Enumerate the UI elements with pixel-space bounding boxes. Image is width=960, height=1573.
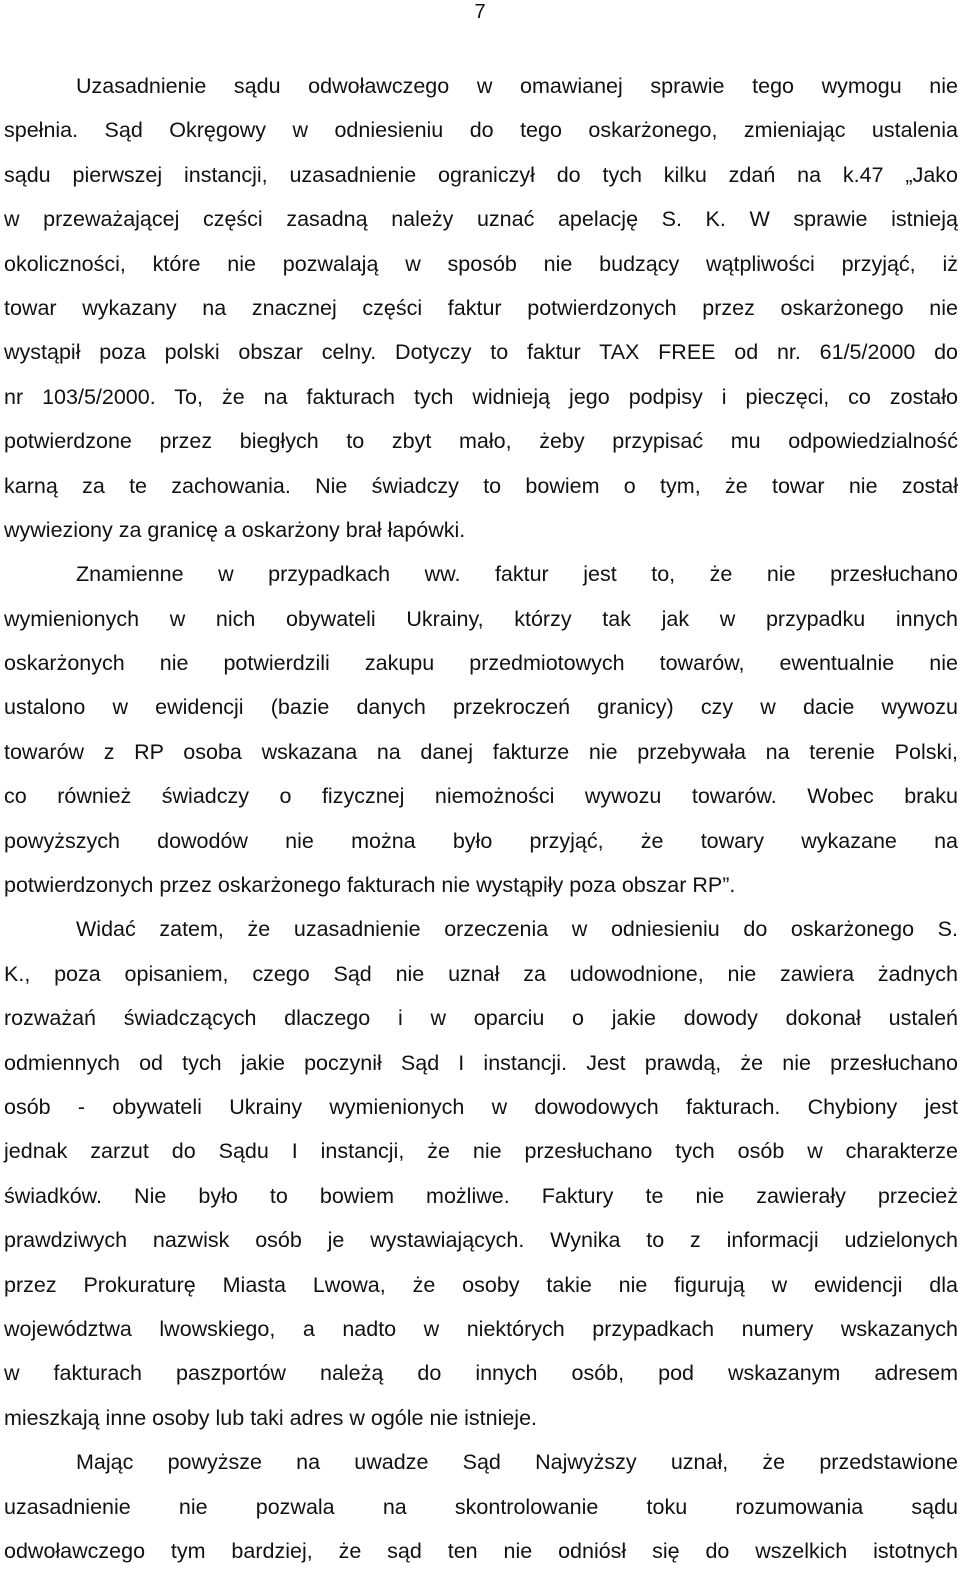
text-line: Znamienne w przypadkach ww. faktur jest to, że nie przesłuchano [76, 562, 958, 587]
text-line: mieszkają inne osoby lub taki adres w ogóle nie istnieje. [4, 1405, 538, 1430]
text-line: wywieziony za granicę a oskarżony brał łapówki. [4, 517, 466, 542]
text-line: osób - obywateli Ukrainy wymienionych w dowodowych fakturach. Chybiony jest [4, 1094, 958, 1119]
text-line: potwierdzone przez biegłych to zbyt mało, żeby przypisać mu odpowiedzialność [4, 429, 958, 454]
page-number: 7 [474, 1, 486, 23]
text-line: wystąpił poza polski obszar celny. Dotyczy to faktur TAX FREE od nr. 61/5/2000 do [4, 340, 958, 365]
text-line: co również świadczy o fizycznej niemożności wywozu towarów. Wobec braku [4, 784, 958, 809]
text-line: towar wykazany na znacznej części faktur potwierdzonych przez oskarżonego nie [4, 295, 958, 320]
text-line: oskarżonych nie potwierdzili zakupu przedmiotowych towarów, ewentualnie nie [4, 651, 958, 676]
text-line: Widać zatem, że uzasadnienie orzeczenia w odniesieniu do oskarżonego S. [76, 917, 958, 942]
text-line: jednak zarzut do Sądu I instancji, że nie przesłuchano tych osób w charakterze [4, 1139, 958, 1164]
text-line: Uzasadnienie sądu odwoławczego w omawianej sprawie tego wymogu nie [76, 74, 958, 98]
text-line: w przeważającej części zasadną należy uznać apelację S. K. W sprawie istnieją [4, 207, 958, 232]
text-line: nr 103/5/2000. To, że na fakturach tych widnieją jego podpisy i pieczęci, co zostało [4, 384, 958, 409]
text-line: karną za te zachowania. Nie świadczy to bowiem o tym, że towar nie został [4, 473, 958, 498]
text-line: przez Prokuraturę Miasta Lwowa, że osoby takie nie figurują w ewidencji dla [4, 1272, 958, 1297]
text-line: wymienionych w nich obywateli Ukrainy, którzy tak jak w przypadku innych [4, 606, 958, 631]
text-line: Mając powyższe na uwadze Sąd Najwyższy uznał, że przedstawione [76, 1450, 958, 1475]
text-line: odmiennych od tych jakie poczynił Sąd I instancji. Jest prawdą, że nie przesłuchano [4, 1050, 958, 1075]
text-line: okoliczności, które nie pozwalają w sposób nie budzący wątpliwości przyjąć, iż [4, 251, 958, 276]
text-line: K., poza opisaniem, czego Sąd nie uznał za udowodnione, nie zawiera żadnych [4, 961, 958, 986]
text-line: prawdziwych nazwisk osób je wystawiających. Wynika to z informacji udzielonych [4, 1228, 958, 1253]
text-line: potwierdzonych przez oskarżonego fakturach nie wystąpiły poza obszar RP”. [4, 873, 736, 898]
text-line: powyższych dowodów nie można było przyjąć, że towary wykazane na [4, 828, 958, 853]
text-line: rozważań świadczących dlaczego i w oparciu o jakie dowody dokonał ustaleń [4, 1006, 958, 1031]
text-line: sądu pierwszej instancji, uzasadnienie ograniczył do tych kilku zdań na k.47 „Jako [4, 162, 958, 187]
text-line: ustalono w ewidencji (bazie danych przekroczeń granicy) czy w dacie wywozu [4, 695, 958, 720]
text-line: świadków. Nie było to bowiem możliwe. Faktury te nie zawierały przecież [4, 1183, 958, 1208]
text-line: w fakturach paszportów należą do innych osób, pod wskazanym adresem [4, 1361, 958, 1386]
text-line: odwoławczego tym bardziej, że sąd ten nie odniósł się do wszelkich istotnych [4, 1538, 958, 1563]
text-line: województwa lwowskiego, a nadto w niektórych przypadkach numery wskazanych [4, 1316, 958, 1341]
text-line: spełnia. Sąd Okręgowy w odniesieniu do tego oskarżonego, zmieniając ustalenia [4, 118, 958, 143]
body-text [4, 64, 958, 1573]
text-line: uzasadnienie nie pozwala na skontrolowanie toku rozumowania sądu [4, 1494, 958, 1519]
text-line: towarów z RP osoba wskazana na danej fakturze nie przebywała na terenie Polski, [4, 739, 958, 764]
